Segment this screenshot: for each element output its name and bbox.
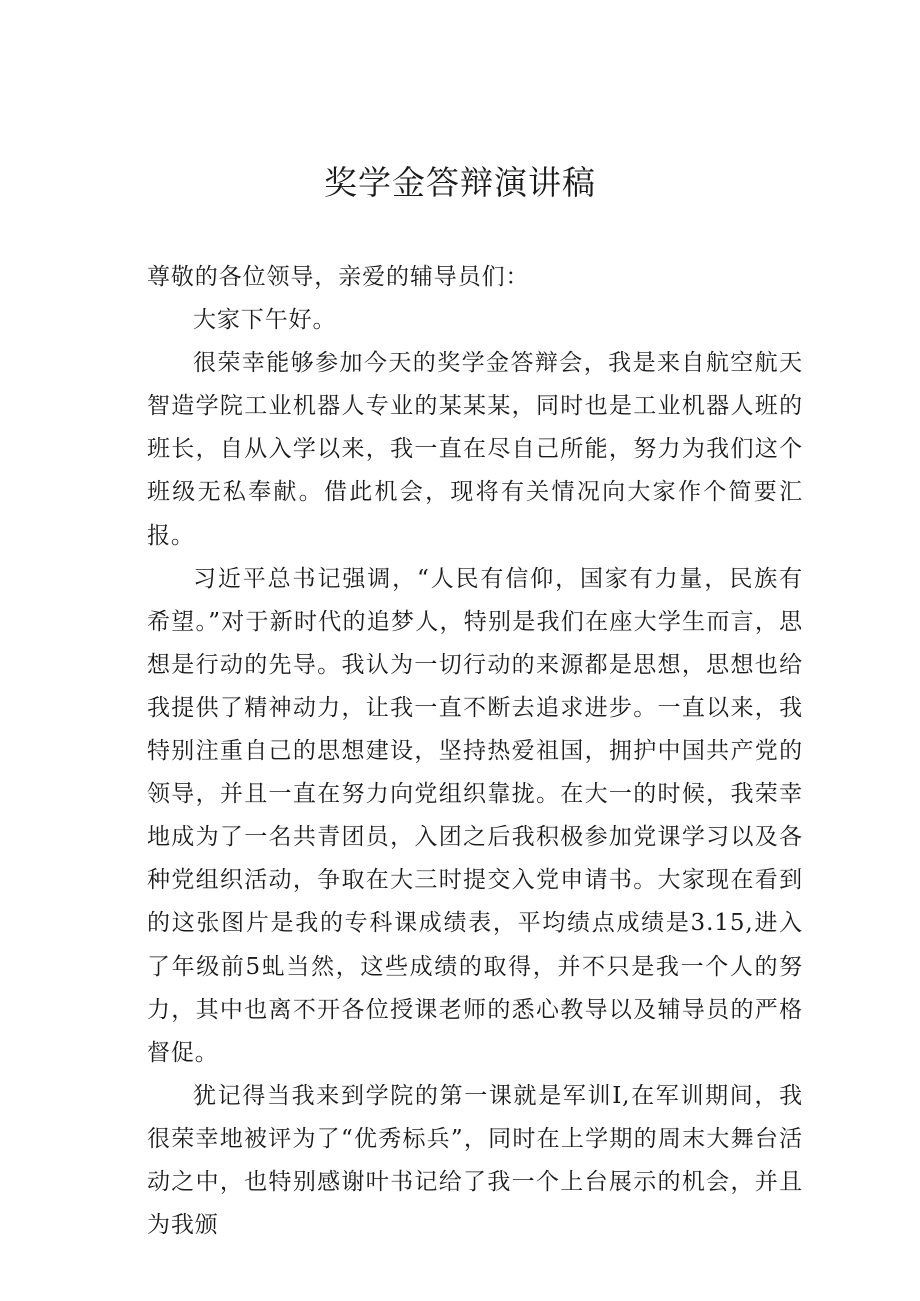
salutation: 尊敬的各位领导，亲爱的辅导员们： — [147, 264, 530, 290]
paragraph-ideology: 习近平总书记强调，“人民有信仰，国家有力量，民族有希望。”对于新时代的追梦人，特别是我们在座大学生而言，思想是行动的先导。我认为一切行动的来源都是思想，思想也给我提供了精神动力，让我一直不断去追求进步。一直以来，我特别注重自己的思想建设，坚持热爱祖国，拥护中国共产党的领导，并且一直在努力向党组织靠拢。在大一的时候，我荣幸地成为了一名共青团员，入团之后我积极参加党课学习以及各种党组织活动，争取在大三时提交入党申请书。大家现在看到的这张图片是我的专科课成绩表，平均绩点成绩是3.15,进入了年级前5虬当然，这些成绩的取得，并不只是我一个人的努力，其中也离不开各位授课老师的悉心教导以及辅导员的严格督促。 — [147, 565, 803, 1066]
paragraph-military-training: 犹记得当我来到学院的第一课就是军训I,在军训期间，我很荣幸地被评为了“优秀标兵”，同时在上学期的周末大舞台活动之中，也特别感谢叶书记给了我一个上台展示的机会，并且为我颁 — [147, 1082, 803, 1239]
document-title: 奖学金答辩演讲稿 — [324, 163, 596, 202]
document-body — [147, 256, 803, 1247]
paragraph-introduction: 很荣幸能够参加今天的奖学金答辩会，我是来自航空航天智造学院工业机器人专业的某某某，同时也是工业机器人班的班长，自从入学以来，我一直在尽自己所能，努力为我们这个班级无私奉献。借此机会，现将有关情况向大家作个简要汇报。 — [147, 350, 803, 549]
paragraph-greeting: 大家下午好。 — [193, 307, 337, 334]
